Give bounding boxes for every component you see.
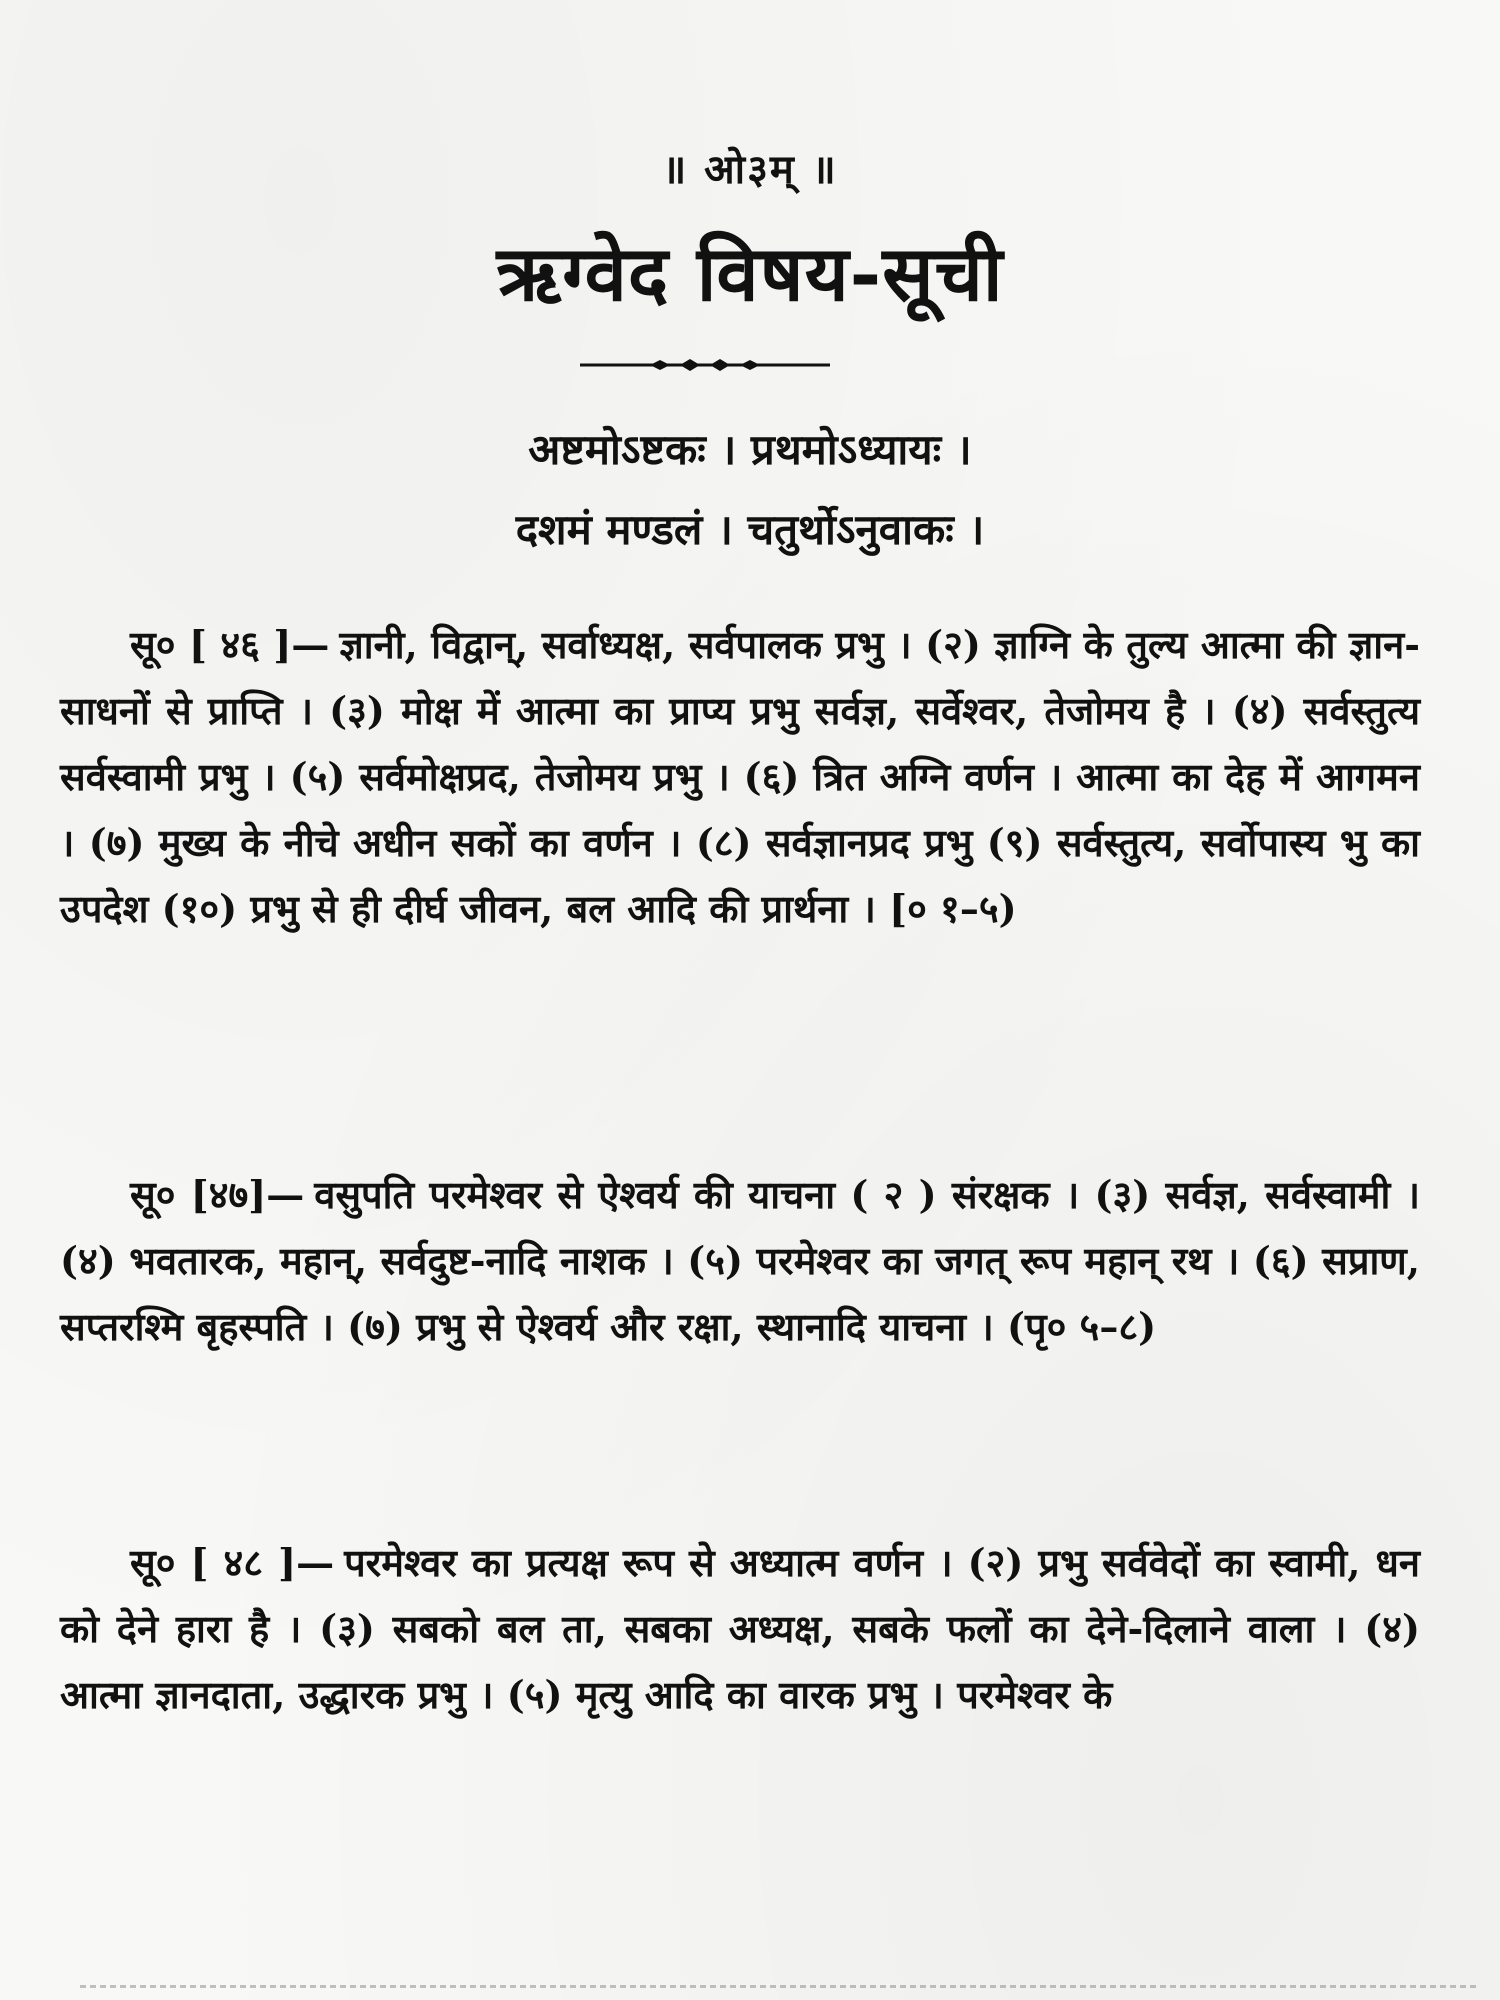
ornament-divider: [580, 358, 830, 372]
invocation: ॥ ओ३म् ॥: [662, 146, 838, 193]
page-bottom-edge: [80, 1985, 1480, 1988]
sukta-number: सू० [४७]—: [130, 1172, 305, 1217]
page-title: ऋग्वेद विषय-सूची: [496, 229, 1004, 318]
sukta-section: [60, 1162, 1420, 1360]
sukta-text: ज्ञानी, विद्वान्, सर्वाध्यक्ष, सर्वपालक प्रभु । (२) ज्ञाग्नि के तुल्य आत्मा की ज्ञान-साधनों से प्राप्ति । (३) मोक्ष में आत्मा का प्राप्य प्रभु सर्वज्ञ, सर्वेश्वर, तेजोमय है । (४) सर्वस्तुत्य सर्वस्वामी प्रभु । (५) सर्वमोक्षप्रद, तेजोमय प्रभु । (६) त्रित अग्नि वर्णन । आत्मा का देह में आगमन । (७) मुख्य के नीचे अधीन सकों का वर्णन । (८) सर्वज्ञानप्रद प्रभु (९) सर्वस्तुत्य, सर्वोपास्य भु का उपदेश (१०) प्रभु से ही दीर्घ जीवन, बल आदि की प्रार्थना । [० १–५): [60, 622, 1420, 931]
sukta-section: [60, 612, 1420, 942]
sukta-number: सू० [ ४८ ]—: [130, 1540, 335, 1585]
subheading-ashtaka: अष्टमोऽष्टकः । प्रथमोऽध्यायः ।: [528, 425, 972, 474]
sukta-text: परमेश्वर का प्रत्यक्ष रूप से अध्यात्म वर्णन । (२) प्रभु सर्ववेदों का स्वामी, धन को देने हारा है । (३) सबको बल ता, सबका अध्यक्ष, सबके फलों का देने-दिलाने वाला । (४) आत्मा ज्ञानदाता, उद्धारक प्रभु । (५) मृत्यु आदि का वारक प्रभु । परमेश्वर के: [60, 1540, 1420, 1717]
sukta-section: [60, 1530, 1420, 1728]
sukta-number: सू० [ ४६ ]—: [130, 622, 330, 667]
subheading-mandala: दशमं मण्डलं । चतुर्थोऽनुवाकः ।: [515, 505, 985, 554]
sukta-text: वसुपति परमेश्वर से ऐश्वर्य की याचना ( २ ) संरक्षक । (३) सर्वज्ञ, सर्वस्वामी । (४) भवतारक, महान्, सर्वदुष्ट-नादि नाशक । (५) परमेश्वर का जगत् रूप महान् रथ । (६) सप्राण, सप्तरश्मि बृहस्पति । (७) प्रभु से ऐश्वर्य और रक्षा, स्थानादि याचना । (पृ० ५–८): [60, 1172, 1420, 1349]
